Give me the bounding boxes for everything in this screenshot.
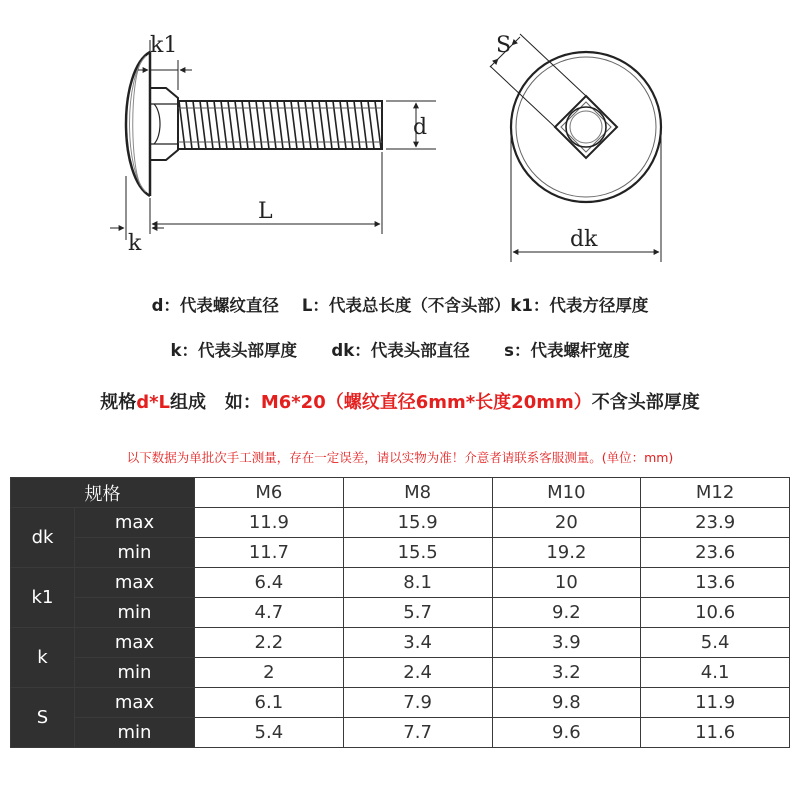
header-col-0: M6 (195, 478, 344, 508)
table-cell: 2.2 (195, 628, 344, 658)
table-row (11, 598, 790, 628)
dimension-table (10, 477, 790, 748)
row-limit-label: min (75, 598, 195, 628)
spec-format-line (0, 388, 800, 414)
table-cell: 5.4 (195, 718, 344, 748)
label-k: k (128, 231, 142, 256)
shank-circle (566, 107, 606, 147)
row-limit-label: min (75, 658, 195, 688)
table-cell: 11.7 (195, 538, 344, 568)
bolt-front-view (511, 52, 661, 202)
spec-suffix: 不含头部厚度 (591, 392, 700, 413)
label-s: S (496, 33, 512, 58)
table-cell: 9.8 (492, 688, 641, 718)
table-header-row (11, 478, 790, 508)
table-cell: 11.6 (641, 718, 790, 748)
row-group-label: k1 (11, 568, 75, 628)
table-row (11, 628, 790, 658)
label-k1: k1 (150, 33, 178, 58)
bolt-square-neck (150, 88, 178, 160)
table-cell: 5.7 (343, 598, 492, 628)
legend-line-2: k：代表头部厚度 dk：代表头部直径 s：代表螺杆宽度 (170, 341, 630, 360)
row-group-label: dk (11, 508, 75, 568)
bolt-technical-drawing (0, 0, 800, 280)
spec-highlight-format: d*L (136, 392, 171, 413)
row-limit-label: max (75, 508, 195, 538)
table-cell: 11.9 (641, 688, 790, 718)
table-cell: 10.6 (641, 598, 790, 628)
label-d: d (413, 115, 428, 140)
table-cell: 4.7 (195, 598, 344, 628)
table-row (11, 508, 790, 538)
table-cell: 15.9 (343, 508, 492, 538)
table-cell: 8.1 (343, 568, 492, 598)
label-dk: dk (570, 227, 598, 252)
row-limit-label: max (75, 628, 195, 658)
table-cell: 3.2 (492, 658, 641, 688)
row-limit-label: min (75, 718, 195, 748)
thread-line (389, 101, 395, 149)
header-col-2: M10 (492, 478, 641, 508)
table-cell: 7.9 (343, 688, 492, 718)
table-cell: 23.6 (641, 538, 790, 568)
table-cell: 9.2 (492, 598, 641, 628)
table-cell: 4.1 (641, 658, 790, 688)
spec-highlight-example: M6*20（螺纹直径6mm*长度20mm） (260, 392, 592, 413)
table-cell: 2 (195, 658, 344, 688)
spec-mid: 组成 如： (170, 392, 261, 413)
table-cell: 20 (492, 508, 641, 538)
table-cell: 11.9 (195, 508, 344, 538)
row-group-label: k (11, 628, 75, 688)
row-limit-label: max (75, 568, 195, 598)
row-limit-label: max (75, 688, 195, 718)
side-view-dimensions (110, 40, 436, 240)
table-row (11, 658, 790, 688)
table-cell: 2.4 (343, 658, 492, 688)
row-limit-label: min (75, 538, 195, 568)
header-col-3: M12 (641, 478, 790, 508)
table-cell: 7.7 (343, 718, 492, 748)
head-outline-circle (511, 52, 661, 202)
table-cell: 13.6 (641, 568, 790, 598)
table-row (11, 718, 790, 748)
table-cell: 3.9 (492, 628, 641, 658)
table-cell: 6.4 (195, 568, 344, 598)
spec-prefix: 规格 (100, 392, 137, 413)
table-row (11, 688, 790, 718)
bolt-side-view (126, 52, 395, 196)
table-cell: 6.1 (195, 688, 344, 718)
row-group-label: S (11, 688, 75, 748)
table-cell: 9.6 (492, 718, 641, 748)
header-spec-label: 规格 (11, 478, 195, 508)
table-cell: 15.5 (343, 538, 492, 568)
header-col-1: M8 (343, 478, 492, 508)
table-cell: 3.4 (343, 628, 492, 658)
table-row (11, 568, 790, 598)
measurement-notice: 以下数据为单批次手工测量，存在一定误差，请以实物为准！介意者请联系客服测量。(单位：mm) (126, 450, 674, 465)
label-L: L (258, 199, 273, 224)
table-cell: 19.2 (492, 538, 641, 568)
table-row (11, 538, 790, 568)
table-cell: 10 (492, 568, 641, 598)
table-cell: 5.4 (641, 628, 790, 658)
table-cell: 23.9 (641, 508, 790, 538)
square-neck-outline (555, 96, 617, 158)
legend-line-1: d：代表螺纹直径 L：代表总长度（不含头部）k1：代表方径厚度 (151, 296, 649, 315)
